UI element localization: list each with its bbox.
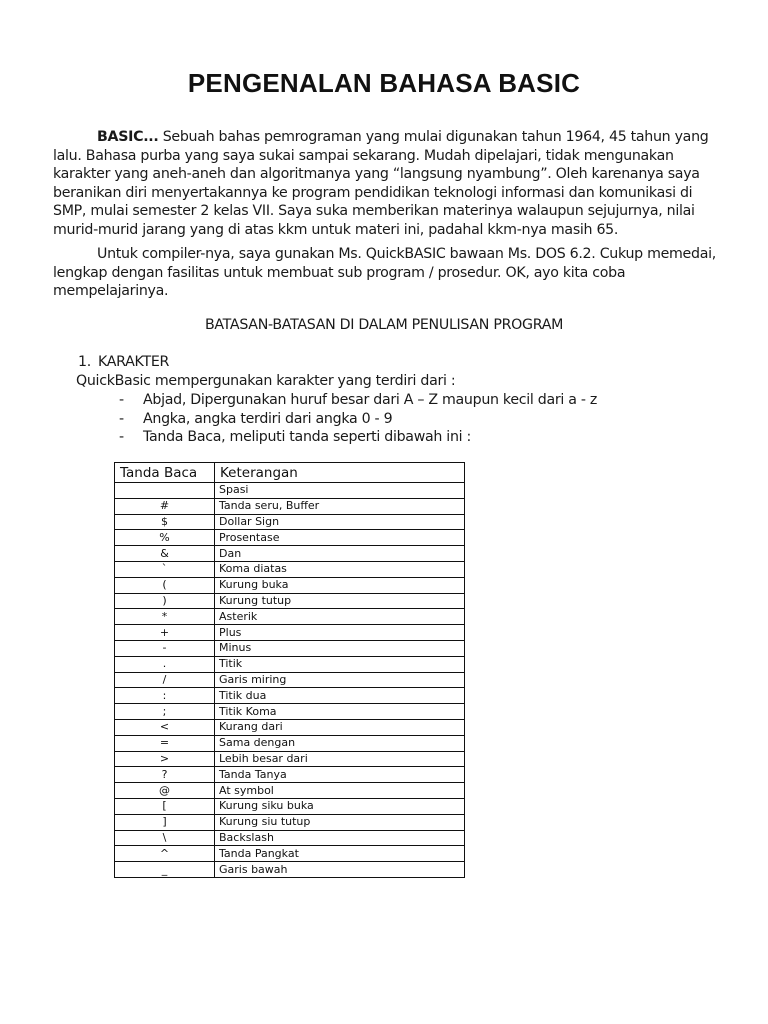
description-cell: Kurung siku buka (215, 798, 465, 814)
symbol-cell: [ (115, 798, 215, 814)
description-cell: Minus (215, 640, 465, 656)
description-cell: Tanda Pangkat (215, 846, 465, 862)
symbol-cell: + (115, 625, 215, 641)
intro-text: Sebuah bahas pemrograman yang mulai digunakan tahun 1964, 45 tahun yang lalu. Bahasa purba yang saya sukai sampai sekarang. Mudah dipelajari, tidak mengunakan karakter yang aneh-aneh dan algoritmanya yang “langsung nyambung”. Oleh karenanya saya beranikan diri menyertakannya ke program pendidikan teknologi informasi dan komunikasi di SMP, mulai semester 2 kelas VII. Saya suka memberikan materinya walaupun sejujurnya, nilai murid-murid jarang yang di atas kkm untuk materi ini, padahal kkm-nya masih 65. (53, 129, 709, 238)
table-row (115, 735, 465, 751)
list-intro-text: QuickBasic mempergunakan karakter yang terdiri dari : (76, 373, 456, 389)
symbol-cell: ( (115, 577, 215, 593)
table-body (115, 483, 465, 878)
description-cell: Lebih besar dari (215, 751, 465, 767)
symbol-cell (115, 483, 215, 499)
bullet-item (119, 428, 597, 447)
bullet-text: Tanda Baca, meliputi tanda seperti dibawah ini : (143, 429, 471, 445)
bullet-marker: - (119, 429, 124, 445)
description-cell: Prosentase (215, 530, 465, 546)
table-row (115, 767, 465, 783)
symbol-cell: ? (115, 767, 215, 783)
description-cell: Tanda Tanya (215, 767, 465, 783)
bullet-item (119, 391, 597, 410)
symbol-cell: . (115, 656, 215, 672)
symbol-cell: % (115, 530, 215, 546)
symbol-cell: _ (115, 862, 215, 878)
table-row (115, 830, 465, 846)
description-cell: Koma diatas (215, 561, 465, 577)
table-row (115, 593, 465, 609)
table-row (115, 561, 465, 577)
symbol-cell: $ (115, 514, 215, 530)
description-cell: Tanda seru, Buffer (215, 498, 465, 514)
symbol-cell: < (115, 719, 215, 735)
table-row (115, 530, 465, 546)
description-cell: Kurung tutup (215, 593, 465, 609)
table-row (115, 625, 465, 641)
description-cell: Backslash (215, 830, 465, 846)
table-row (115, 862, 465, 878)
description-cell: Asterik (215, 609, 465, 625)
bullet-text: Abjad, Dipergunakan huruf besar dari A – Z maupun kecil dari a - z (143, 392, 598, 408)
list-item-number: 1. (78, 354, 91, 370)
description-cell: Kurung siu tutup (215, 814, 465, 830)
page-title: PENGENALAN BAHASA BASIC (187, 68, 581, 98)
table-row (115, 640, 465, 656)
compiler-text: Untuk compiler-nya, saya gunakan Ms. QuickBASIC bawaan Ms. DOS 6.2. Cukup memedai, lengkap dengan fasilitas untuk membuat sub program / prosedur. OK, ayo kita coba mempelajarinya. (53, 246, 716, 299)
symbol-cell: & (115, 546, 215, 562)
compiler-paragraph (53, 245, 719, 301)
table-row (115, 672, 465, 688)
table-row (115, 609, 465, 625)
description-cell: Dollar Sign (215, 514, 465, 530)
table-row (115, 719, 465, 735)
symbol-cell: ] (115, 814, 215, 830)
table-row (115, 656, 465, 672)
table-header-row (115, 463, 465, 483)
table-row (115, 814, 465, 830)
symbol-cell: ` (115, 561, 215, 577)
punctuation-table (114, 462, 465, 878)
symbol-cell: \ (115, 830, 215, 846)
table-row (115, 577, 465, 593)
description-cell: Titik Koma (215, 704, 465, 720)
list-item-heading (78, 354, 169, 370)
table-row (115, 751, 465, 767)
table-header-description: Keterangan (215, 463, 465, 483)
bullet-item (119, 410, 597, 429)
description-cell: Plus (215, 625, 465, 641)
table-row (115, 704, 465, 720)
description-cell: Titik dua (215, 688, 465, 704)
symbol-cell: @ (115, 783, 215, 799)
description-cell: Garis miring (215, 672, 465, 688)
description-cell: Spasi (215, 483, 465, 499)
table-row (115, 798, 465, 814)
description-cell: Dan (215, 546, 465, 562)
symbol-cell: / (115, 672, 215, 688)
symbol-cell: - (115, 640, 215, 656)
symbol-cell: ^ (115, 846, 215, 862)
description-cell: Kurang dari (215, 719, 465, 735)
bullet-list (119, 391, 597, 447)
list-item-title: KARAKTER (98, 354, 170, 370)
bullet-marker: - (119, 410, 124, 427)
symbol-cell: > (115, 751, 215, 767)
symbol-cell: : (115, 688, 215, 704)
intro-paragraph (53, 128, 719, 239)
description-cell: Sama dengan (215, 735, 465, 751)
table-row (115, 498, 465, 514)
table-row (115, 783, 465, 799)
table-row (115, 483, 465, 499)
description-cell: Garis bawah (215, 862, 465, 878)
intro-lead-bold: BASIC... (97, 129, 159, 145)
table-row (115, 688, 465, 704)
description-cell: At symbol (215, 783, 465, 799)
table-header-symbol: Tanda Baca (115, 463, 215, 483)
section-heading: BATASAN-BATASAN DI DALAM PENULISAN PROGRAM (204, 317, 564, 333)
symbol-cell: ) (115, 593, 215, 609)
symbol-cell: # (115, 498, 215, 514)
table-row (115, 514, 465, 530)
symbol-cell: ; (115, 704, 215, 720)
symbol-cell: = (115, 735, 215, 751)
bullet-text: Angka, angka terdiri dari angka 0 - 9 (143, 410, 393, 427)
description-cell: Kurung buka (215, 577, 465, 593)
bullet-marker: - (119, 392, 124, 408)
table-row (115, 846, 465, 862)
symbol-cell: * (115, 609, 215, 625)
description-cell: Titik (215, 656, 465, 672)
table-row (115, 546, 465, 562)
